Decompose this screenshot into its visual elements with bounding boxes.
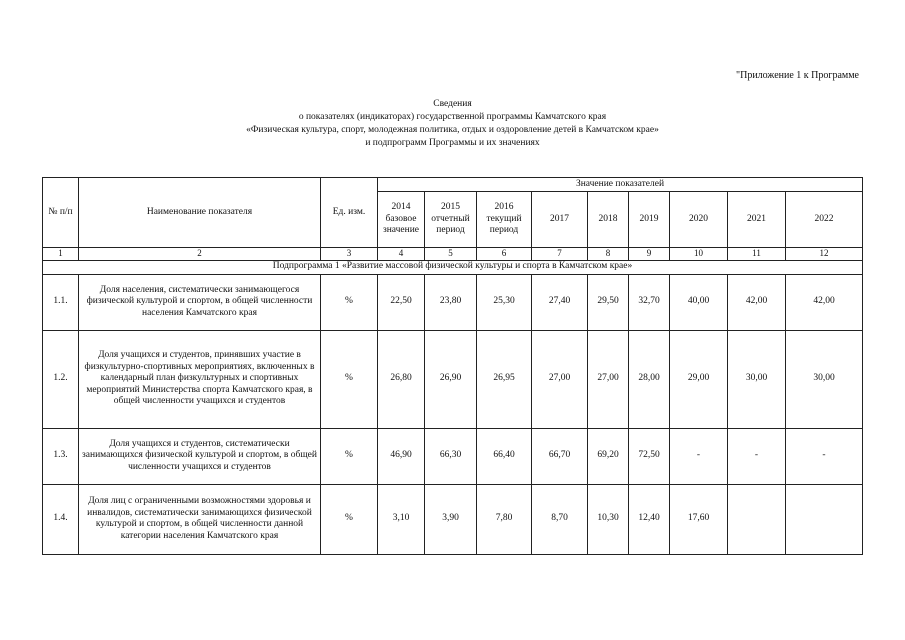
row-name: Доля учащихся и студентов, систематически занимающихся физической культурой и спортом, в общей численности учащихся и студентов: [79, 428, 321, 484]
row-value: 30,00: [786, 330, 863, 428]
row-unit: %: [321, 428, 378, 484]
header-2021: 2021: [728, 192, 786, 248]
row-num: 1.3.: [43, 428, 79, 484]
column-number: 1: [43, 248, 79, 261]
row-value: 40,00: [670, 274, 728, 330]
table-row: [43, 484, 863, 554]
row-value: 26,80: [378, 330, 425, 428]
header-2016: 2016 текущий период: [477, 192, 532, 248]
header-2022: 2022: [786, 192, 863, 248]
column-number: 12: [786, 248, 863, 261]
row-value: 27,00: [532, 330, 588, 428]
row-value: 3,10: [378, 484, 425, 554]
row-name: Доля лиц с ограниченными возможностями здоровья и инвалидов, систематически занимающихся физической культурой и спортом, в общей численности данной категории населения Камчатского края: [79, 484, 321, 554]
row-value: 32,70: [629, 274, 670, 330]
row-value: 42,00: [786, 274, 863, 330]
column-number: 6: [477, 248, 532, 261]
row-value: 27,00: [588, 330, 629, 428]
row-value: 69,20: [588, 428, 629, 484]
appendix-note: "Приложение 1 к Программе: [736, 70, 859, 81]
row-name: Доля учащихся и студентов, принявших участие в физкультурно-спортивных мероприятиях, включенных в календарный план физкультурных и спортивных мероприятий Министерства спорта Камчатского края, в общей численности учащихся и студентов: [79, 330, 321, 428]
row-value: 28,00: [629, 330, 670, 428]
row-value: 42,00: [728, 274, 786, 330]
column-number: 7: [532, 248, 588, 261]
row-value: -: [728, 428, 786, 484]
column-number: 9: [629, 248, 670, 261]
header-2014: 2014 базовое значение: [378, 192, 425, 248]
column-number-row: [43, 248, 863, 261]
column-number: 3: [321, 248, 378, 261]
row-value: 3,90: [425, 484, 477, 554]
header-2018: 2018: [588, 192, 629, 248]
column-number: 5: [425, 248, 477, 261]
row-value: 26,95: [477, 330, 532, 428]
row-value: 8,70: [532, 484, 588, 554]
row-value: 66,40: [477, 428, 532, 484]
row-unit: %: [321, 330, 378, 428]
header-2015: 2015 отчетный период: [425, 192, 477, 248]
heading-line-4: и подпрограмм Программы и их значениях: [365, 138, 540, 148]
row-unit: %: [321, 484, 378, 554]
header-2019: 2019: [629, 192, 670, 248]
table-row: [43, 274, 863, 330]
row-num: 1.2.: [43, 330, 79, 428]
row-value: 23,80: [425, 274, 477, 330]
header-row-top: [43, 178, 863, 192]
row-value: 66,70: [532, 428, 588, 484]
column-number: 11: [728, 248, 786, 261]
row-value: [728, 484, 786, 554]
column-number: 10: [670, 248, 728, 261]
table-row: [43, 330, 863, 428]
document-heading: [0, 98, 905, 150]
row-value: -: [670, 428, 728, 484]
heading-line-1: Сведения: [433, 99, 472, 109]
header-unit: Ед. изм.: [321, 178, 378, 248]
row-value: [786, 484, 863, 554]
subprogram-row: [43, 260, 863, 274]
header-2020: 2020: [670, 192, 728, 248]
row-value: 46,90: [378, 428, 425, 484]
row-value: 72,50: [629, 428, 670, 484]
row-num: 1.1.: [43, 274, 79, 330]
header-name: Наименование показателя: [79, 178, 321, 248]
row-value: 17,60: [670, 484, 728, 554]
row-num: 1.4.: [43, 484, 79, 554]
header-num: № п/п: [43, 178, 79, 248]
row-value: 27,40: [532, 274, 588, 330]
row-value: 12,40: [629, 484, 670, 554]
column-number: 4: [378, 248, 425, 261]
column-number: 8: [588, 248, 629, 261]
row-value: 25,30: [477, 274, 532, 330]
row-value: 66,30: [425, 428, 477, 484]
table-row: [43, 428, 863, 484]
indicators-table: [42, 177, 863, 555]
row-value: 10,30: [588, 484, 629, 554]
row-value: -: [786, 428, 863, 484]
row-unit: %: [321, 274, 378, 330]
row-value: 7,80: [477, 484, 532, 554]
heading-line-2: о показателях (индикаторах) государственной программы Камчатского края: [298, 112, 607, 122]
column-number: 2: [79, 248, 321, 261]
row-value: 26,90: [425, 330, 477, 428]
row-name: Доля населения, систематически занимающегося физической культурой и спортом, в общей численности населения Камчатского края: [79, 274, 321, 330]
row-value: 29,50: [588, 274, 629, 330]
heading-line-3: «Физическая культура, спорт, молодежная политика, отдых и оздоровление детей в Камчатском крае»: [246, 125, 659, 135]
subprogram-title: Подпрограмма 1 «Развитие массовой физической культуры и спорта в Камчатском крае»: [43, 260, 863, 274]
header-values-group: Значение показателей: [378, 178, 863, 192]
row-value: 29,00: [670, 330, 728, 428]
row-value: 30,00: [728, 330, 786, 428]
row-value: 22,50: [378, 274, 425, 330]
header-2017: 2017: [532, 192, 588, 248]
